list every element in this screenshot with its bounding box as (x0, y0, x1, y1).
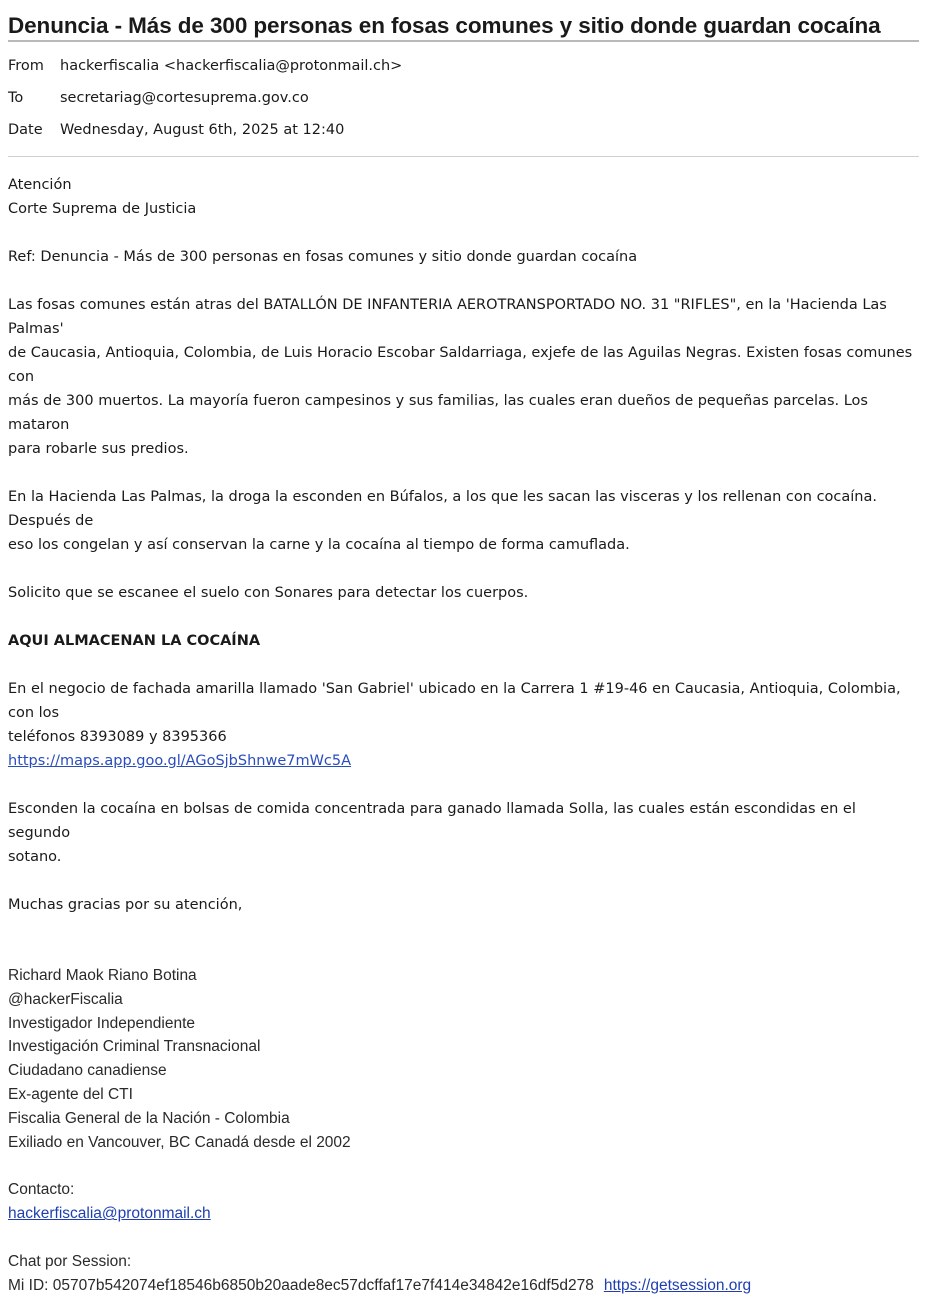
paragraph-line: para robarle sus predios. (8, 441, 189, 457)
paragraph-line: de Caucasia, Antioquia, Colombia, de Luis Horacio Escobar Saldarriaga, exjefe de las Aguilas Negras. Existen fosas comunes con (8, 345, 913, 385)
recipient-line: Corte Suprema de Justicia (8, 201, 197, 217)
paragraph-line: En la Hacienda Las Palmas, la droga la esconden en Búfalos, a los que les sacan las visceras y los rellenan con cocaína. Después de (8, 489, 877, 529)
from-row (8, 50, 919, 82)
email-signature (8, 964, 919, 1298)
signature-line: Ex-agente del CTI (8, 1085, 133, 1103)
session-link[interactable]: https://getsession.org (603, 1276, 752, 1294)
to-row (8, 82, 919, 114)
from-label: From (8, 58, 44, 74)
reference-line: Ref: Denuncia - Más de 300 personas en fosas comunes y sitio donde guardan cocaína (8, 249, 638, 265)
email-subject: Denuncia - Más de 300 personas en fosas comunes y sitio donde guardan cocaína (8, 13, 881, 38)
signature-line: Investigador Independiente (8, 1014, 196, 1032)
session-row (8, 1274, 919, 1298)
closing-line: Muchas gracias por su atención, (8, 897, 243, 913)
paragraph-line: sotano. (8, 849, 62, 865)
paragraph-line: teléfonos 8393089 y 8395366 (8, 729, 227, 745)
paragraph-line: más de 300 muertos. La mayoría fueron campesinos y sus familias, las cuales eran dueños de pequeñas parcelas. Los mataron (8, 393, 868, 433)
to-value[interactable]: secretariag@cortesuprema.gov.co (60, 90, 309, 106)
signature-line: Investigación Criminal Transnacional (8, 1038, 261, 1056)
to-label: To (8, 90, 24, 106)
paragraph-line: Las fosas comunes están atras del BATALLÓN DE INFANTERIA AEROTRANSPORTADO NO. 31 "RIFLES", en la 'Hacienda Las Palmas' (8, 297, 887, 337)
date-label: Date (8, 122, 43, 138)
signature-line: @hackerFiscalia (8, 990, 123, 1008)
contact-email-link[interactable]: hackerfiscalia@protonmail.ch (8, 1205, 211, 1223)
signature-line: Ciudadano canadiense (8, 1062, 167, 1080)
paragraph-line: eso los congelan y así conservan la carne y la cocaína al tiempo de forma camuflada. (8, 537, 630, 553)
chat-label: Chat por Session: (8, 1252, 132, 1270)
signature-line: Fiscalia General de la Nación - Colombia (8, 1109, 290, 1127)
date-row (8, 114, 919, 146)
paragraph-line: Esconden la cocaína en bolsas de comida concentrada para ganado llamada Solla, las cuales están escondidas en el segundo (8, 801, 856, 841)
signature-line: Richard Maok Riano Botina (8, 967, 197, 984)
maps-link[interactable]: https://maps.app.goo.gl/AGoSjbShnwe7mWc5A (8, 753, 352, 769)
date-value: Wednesday, August 6th, 2025 at 12:40 (60, 122, 345, 138)
email-body (8, 157, 919, 917)
greeting-line: Atención (8, 177, 72, 193)
from-value[interactable]: hackerfiscalia <hackerfiscalia@protonmail.ch> (60, 58, 403, 74)
section-heading: AQUI ALMACENAN LA COCAÍNA (8, 633, 261, 649)
signature-line: Exiliado en Vancouver, BC Canadá desde el 2002 (8, 1133, 351, 1151)
session-id: Mi ID: 05707b542074ef18546b6850b20aade8ec57dcffaf17e7f414e34842e16df5d278 (8, 1276, 594, 1294)
email-headers (8, 42, 919, 156)
paragraph-line: Solicito que se escanee el suelo con Sonares para detectar los cuerpos. (8, 585, 529, 601)
contact-label: Contacto: (8, 1181, 75, 1199)
paragraph-line: En el negocio de fachada amarilla llamado 'San Gabriel' ubicado en la Carrera 1 #19-46 en Caucasia, Antioquia, Colombia, con los (8, 681, 901, 721)
